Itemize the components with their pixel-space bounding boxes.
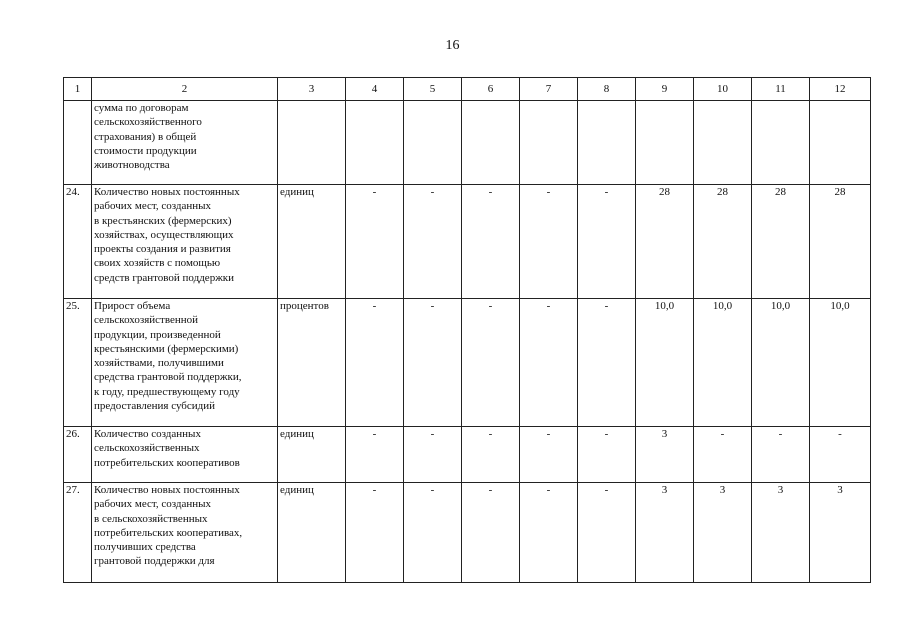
indicator-name [92, 427, 278, 483]
value-cell: 28 [636, 185, 694, 299]
value-cell: - [462, 299, 520, 427]
value-cell: - [520, 483, 578, 583]
unit-of-measure: единиц [278, 483, 346, 583]
value-cell: 28 [694, 185, 752, 299]
value-cell: 3 [694, 483, 752, 583]
value-cell: - [694, 427, 752, 483]
unit-of-measure [278, 101, 346, 185]
indicator-name [92, 299, 278, 427]
indicator-name-line: к году, предшествующему году [94, 385, 240, 398]
value-cell: - [520, 427, 578, 483]
indicator-name-line: крестьянскими (фермерскими) [94, 342, 239, 355]
header-cell: 5 [404, 78, 462, 101]
value-cell: - [520, 299, 578, 427]
indicator-name [92, 101, 278, 185]
value-cell: - [404, 483, 462, 583]
row-number [64, 101, 92, 185]
indicator-name-line: страхования) в общей [94, 130, 197, 143]
indicator-name-line: в сельскохозяйственных [94, 512, 208, 525]
indicator-name-line: Количество созданных [94, 428, 201, 440]
indicator-name-line: потребительских кооперативов [94, 456, 240, 469]
indicator-name-line: в крестьянских (фермерских) [94, 214, 232, 227]
value-cell: 10,0 [752, 299, 810, 427]
header-cell: 1 [64, 78, 92, 101]
value-cell [694, 101, 752, 185]
header-cell: 11 [752, 78, 810, 101]
value-cell [404, 101, 462, 185]
value-cell: - [462, 185, 520, 299]
value-cell: 10,0 [636, 299, 694, 427]
header-cell: 7 [520, 78, 578, 101]
value-cell: - [346, 483, 404, 583]
indicator-name-line: средств грантовой поддержки [94, 271, 235, 284]
indicator-name-line: сельскохозяйственных [94, 442, 200, 455]
indicator-name-line: хозяйствами, получившими [94, 357, 224, 370]
indicator-name-line: Прирост объема [94, 300, 171, 312]
header-cell: 3 [278, 78, 346, 101]
header-cell: 9 [636, 78, 694, 101]
indicator-name-line: Количество новых постоянных [94, 186, 240, 198]
unit-of-measure: единиц [278, 427, 346, 483]
value-cell [636, 101, 694, 185]
indicator-name-line: предоставления субсидий [94, 400, 216, 413]
indicator-name-line: животноводства [94, 159, 170, 172]
table-row [64, 483, 871, 583]
indicator-table [63, 77, 871, 583]
table-row [64, 101, 871, 185]
table-row [64, 185, 871, 299]
value-cell: - [462, 427, 520, 483]
indicator-name-line: грантовой поддержки для [94, 555, 215, 568]
indicator-name-line: сумма по договорам [94, 102, 189, 114]
value-cell: - [404, 427, 462, 483]
indicator-name-line: хозяйствах, осуществляющих [94, 228, 234, 241]
value-cell [810, 101, 871, 185]
indicator-name [92, 185, 278, 299]
header-cell: 2 [92, 78, 278, 101]
value-cell [752, 101, 810, 185]
value-cell: - [810, 427, 871, 483]
value-cell [346, 101, 404, 185]
value-cell: 10,0 [694, 299, 752, 427]
indicator-name-line: Количество новых постоянных [94, 484, 240, 496]
indicator-name-line: средства грантовой поддержки, [94, 371, 242, 384]
value-cell: - [578, 483, 636, 583]
table-row [64, 299, 871, 427]
indicator-name-line: стоимости продукции [94, 144, 197, 157]
header-cell: 10 [694, 78, 752, 101]
indicator-name-line: своих хозяйств с помощью [94, 257, 221, 270]
row-number: 24. [64, 185, 92, 299]
value-cell: 28 [810, 185, 871, 299]
value-cell: - [520, 185, 578, 299]
indicator-name-line: получивших средства [94, 541, 196, 554]
table-row [64, 427, 871, 483]
value-cell: - [404, 299, 462, 427]
row-number: 27. [64, 483, 92, 583]
value-cell: 3 [752, 483, 810, 583]
indicator-name-line: рабочих мест, созданных [94, 200, 212, 213]
indicator-name [92, 483, 278, 583]
row-number: 25. [64, 299, 92, 427]
indicator-name-line: проекты создания и развития [94, 243, 231, 256]
indicator-name-line: рабочих мест, созданных [94, 498, 212, 511]
value-cell: - [346, 299, 404, 427]
header-cell: 8 [578, 78, 636, 101]
value-cell [462, 101, 520, 185]
value-cell: - [578, 185, 636, 299]
value-cell: 3 [636, 427, 694, 483]
indicator-name-line: потребительских кооперативах, [94, 526, 243, 539]
header-cell: 4 [346, 78, 404, 101]
value-cell: 28 [752, 185, 810, 299]
value-cell: - [346, 185, 404, 299]
value-cell: 3 [636, 483, 694, 583]
header-row [64, 78, 871, 101]
value-cell [578, 101, 636, 185]
unit-of-measure: процентов [278, 299, 346, 427]
value-cell [520, 101, 578, 185]
page-number: 16 [445, 38, 460, 53]
row-number: 26. [64, 427, 92, 483]
value-cell: 10,0 [810, 299, 871, 427]
indicator-name-line: продукции, произведенной [94, 328, 221, 341]
value-cell: - [462, 483, 520, 583]
unit-of-measure: единиц [278, 185, 346, 299]
header-cell: 6 [462, 78, 520, 101]
value-cell: - [346, 427, 404, 483]
header-cell: 12 [810, 78, 871, 101]
value-cell: - [578, 427, 636, 483]
indicator-name-line: сельскохозяйственного [94, 116, 202, 129]
value-cell: - [752, 427, 810, 483]
value-cell: - [404, 185, 462, 299]
value-cell: 3 [810, 483, 871, 583]
indicator-name-line: сельскохозяйственной [94, 314, 199, 327]
value-cell: - [578, 299, 636, 427]
